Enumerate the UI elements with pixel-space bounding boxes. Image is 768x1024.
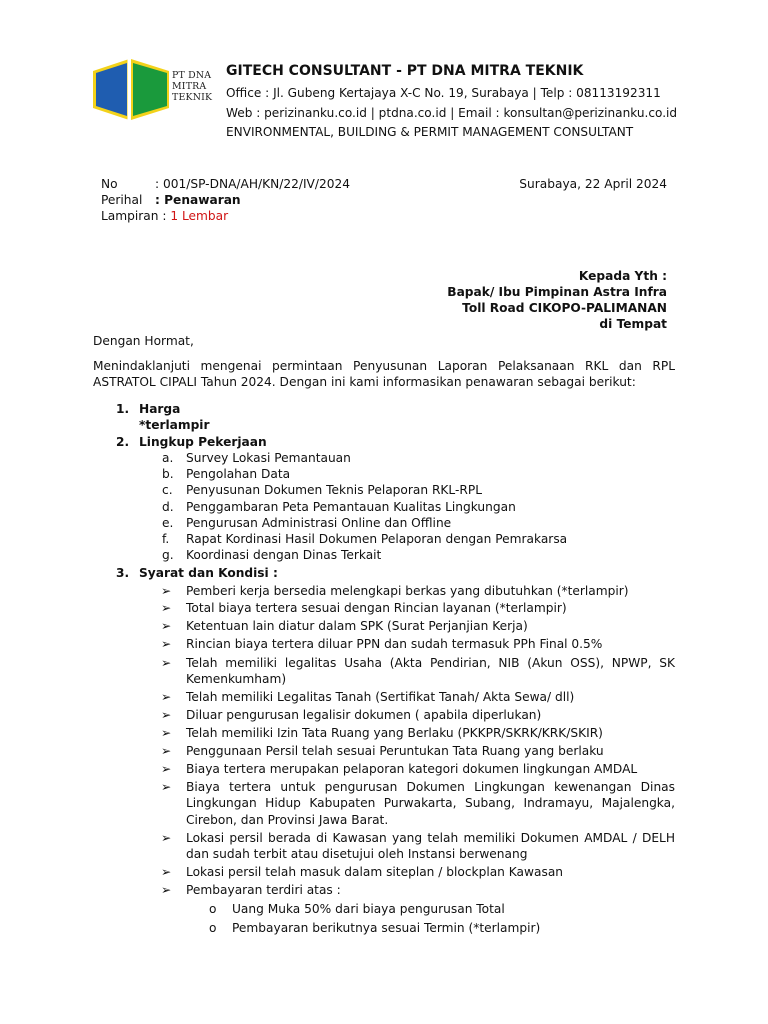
list-item: Rapat Kordinasi Hasil Dokumen Pelaporan dengan Pemrakarsa bbox=[186, 532, 568, 546]
term-item: Pembayaran terdiri atas : bbox=[186, 883, 341, 897]
greeting: Dengan Hormat, bbox=[93, 334, 194, 348]
letter-subject: Perihal : Penawaran bbox=[101, 193, 241, 207]
circle-bullet-icon: o bbox=[209, 902, 217, 916]
term-item: Lokasi persil telah masuk dalam siteplan / blockplan Kawasan bbox=[186, 865, 564, 879]
section-title-terms: Syarat dan Kondisi : bbox=[139, 566, 278, 580]
recipient-line: Toll Road CIKOPO-PALIMANAN bbox=[462, 301, 667, 315]
list-item: Pengurusan Administrasi Online dan Offline bbox=[186, 516, 452, 530]
term-item: Diluar pengurusan legalisir dokumen ( apabila diperlukan) bbox=[186, 708, 542, 722]
list-marker: e. bbox=[162, 516, 174, 530]
list-item: Pengolahan Data bbox=[186, 467, 291, 481]
price-note: *terlampir bbox=[139, 418, 210, 432]
intro-paragraph: Menindaklanjuti mengenai permintaan Penyusunan Laporan Pelaksanaan RKL dan RPL ASTRATOL CIPALI Tahun 2024. Dengan ini kami informasikan penawaran sebagai berikut: bbox=[93, 359, 675, 390]
letter-attachment: Lampiran : 1 Lembar bbox=[101, 209, 229, 223]
term-item: Pemberi kerja bersedia melengkapi berkas yang dibutuhkan (*terlampir) bbox=[186, 584, 629, 598]
term-item: Telah memiliki Legalitas Tanah (Sertifikat Tanah/ Akta Sewa/ dll) bbox=[186, 690, 575, 704]
web-email: Web : perizinanku.co.id | ptdna.co.id | Email : konsultan@perizinanku.co.id bbox=[226, 106, 678, 120]
logo-text: PT DNA MITRA TEKNIK bbox=[172, 70, 213, 103]
arrow-bullet-icon: ➢ bbox=[161, 762, 172, 776]
term-item: Penggunaan Persil telah sesuai Peruntukan Tata Ruang yang berlaku bbox=[186, 744, 604, 758]
arrow-bullet-icon: ➢ bbox=[161, 726, 172, 740]
section-title-scope: Lingkup Pekerjaan bbox=[139, 435, 267, 449]
term-item: Telah memiliki legalitas Usaha (Akta Pendirian, NIB (Akun OSS), NPWP, SK Kemenkumham) bbox=[186, 656, 675, 687]
letter-number: No : 001/SP-DNA/AH/KN/22/IV/2024 bbox=[101, 177, 350, 191]
list-item: Survey Lokasi Pemantauan bbox=[186, 451, 351, 465]
arrow-bullet-icon: ➢ bbox=[161, 690, 172, 704]
list-marker: b. bbox=[162, 467, 174, 481]
list-item: Penyusunan Dokumen Teknis Pelaporan RKL-RPL bbox=[186, 483, 482, 497]
arrow-bullet-icon: ➢ bbox=[161, 619, 172, 633]
list-marker: g. bbox=[162, 548, 174, 562]
section-title-harga: Harga bbox=[139, 402, 181, 416]
recipient-line: di Tempat bbox=[599, 317, 667, 331]
arrow-bullet-icon: ➢ bbox=[161, 637, 172, 651]
arrow-bullet-icon: ➢ bbox=[161, 831, 172, 845]
arrow-bullet-icon: ➢ bbox=[161, 708, 172, 722]
list-item: Penggambaran Peta Pemantauan Kualitas Lingkungan bbox=[186, 500, 516, 514]
arrow-bullet-icon: ➢ bbox=[161, 584, 172, 598]
arrow-bullet-icon: ➢ bbox=[161, 601, 172, 615]
company-tagline: ENVIRONMENTAL, BUILDING & PERMIT MANAGEMENT CONSULTANT bbox=[226, 125, 634, 139]
office-address: Office : Jl. Gubeng Kertajaya X-C No. 19, Surabaya | Telp : 08113192311 bbox=[226, 86, 661, 100]
arrow-bullet-icon: ➢ bbox=[161, 883, 172, 897]
circle-bullet-icon: o bbox=[209, 921, 217, 935]
term-item: Biaya tertera merupakan pelaporan kategori dokumen lingkungan AMDAL bbox=[186, 762, 638, 776]
list-marker: c. bbox=[162, 483, 173, 497]
term-item: Telah memiliki Izin Tata Ruang yang Berlaku (PKKPR/SKRK/KRK/SKIR) bbox=[186, 726, 603, 740]
term-item: Biaya tertera untuk pengurusan Dokumen Lingkungan kewenangan Dinas Lingkungan Hidup Kabupaten Purwakarta, Subang, Indramayu, Majalengka, Cirebon, dan Provinsi Jawa Barat. bbox=[186, 780, 675, 827]
letter-date: Surabaya, 22 April 2024 bbox=[519, 177, 667, 191]
list-marker: f. bbox=[162, 532, 170, 546]
recipient-line: Kepada Yth : bbox=[578, 269, 667, 283]
logo-emblem-icon bbox=[93, 59, 169, 120]
recipient-line: Bapak/ Ibu Pimpinan Astra Infra bbox=[447, 285, 667, 299]
term-item: Lokasi persil berada di Kawasan yang telah memiliki Dokumen AMDAL / DELH dan sudah terbit atau disetujui oleh Instansi berwenang bbox=[186, 831, 675, 862]
list-marker: a. bbox=[162, 451, 174, 465]
section-number: 1. bbox=[116, 402, 130, 416]
payment-item: Uang Muka 50% dari biaya pengurusan Total bbox=[232, 902, 505, 916]
payment-item: Pembayaran berikutnya sesuai Termin (*terlampir) bbox=[232, 921, 541, 935]
arrow-bullet-icon: ➢ bbox=[161, 780, 172, 794]
term-item: Total biaya tertera sesuai dengan Rincian layanan (*terlampir) bbox=[186, 601, 567, 615]
arrow-bullet-icon: ➢ bbox=[161, 656, 172, 670]
section-number: 2. bbox=[116, 435, 130, 449]
term-item: Rincian biaya tertera diluar PPN dan sudah termasuk PPh Final 0.5% bbox=[186, 637, 603, 651]
list-item: Koordinasi dengan Dinas Terkait bbox=[186, 548, 382, 562]
section-number: 3. bbox=[116, 566, 130, 580]
company-name: GITECH CONSULTANT - PT DNA MITRA TEKNIK bbox=[226, 63, 584, 79]
arrow-bullet-icon: ➢ bbox=[161, 865, 172, 879]
arrow-bullet-icon: ➢ bbox=[161, 744, 172, 758]
list-marker: d. bbox=[162, 500, 174, 514]
term-item: Ketentuan lain diatur dalam SPK (Surat Perjanjian Kerja) bbox=[186, 619, 528, 633]
